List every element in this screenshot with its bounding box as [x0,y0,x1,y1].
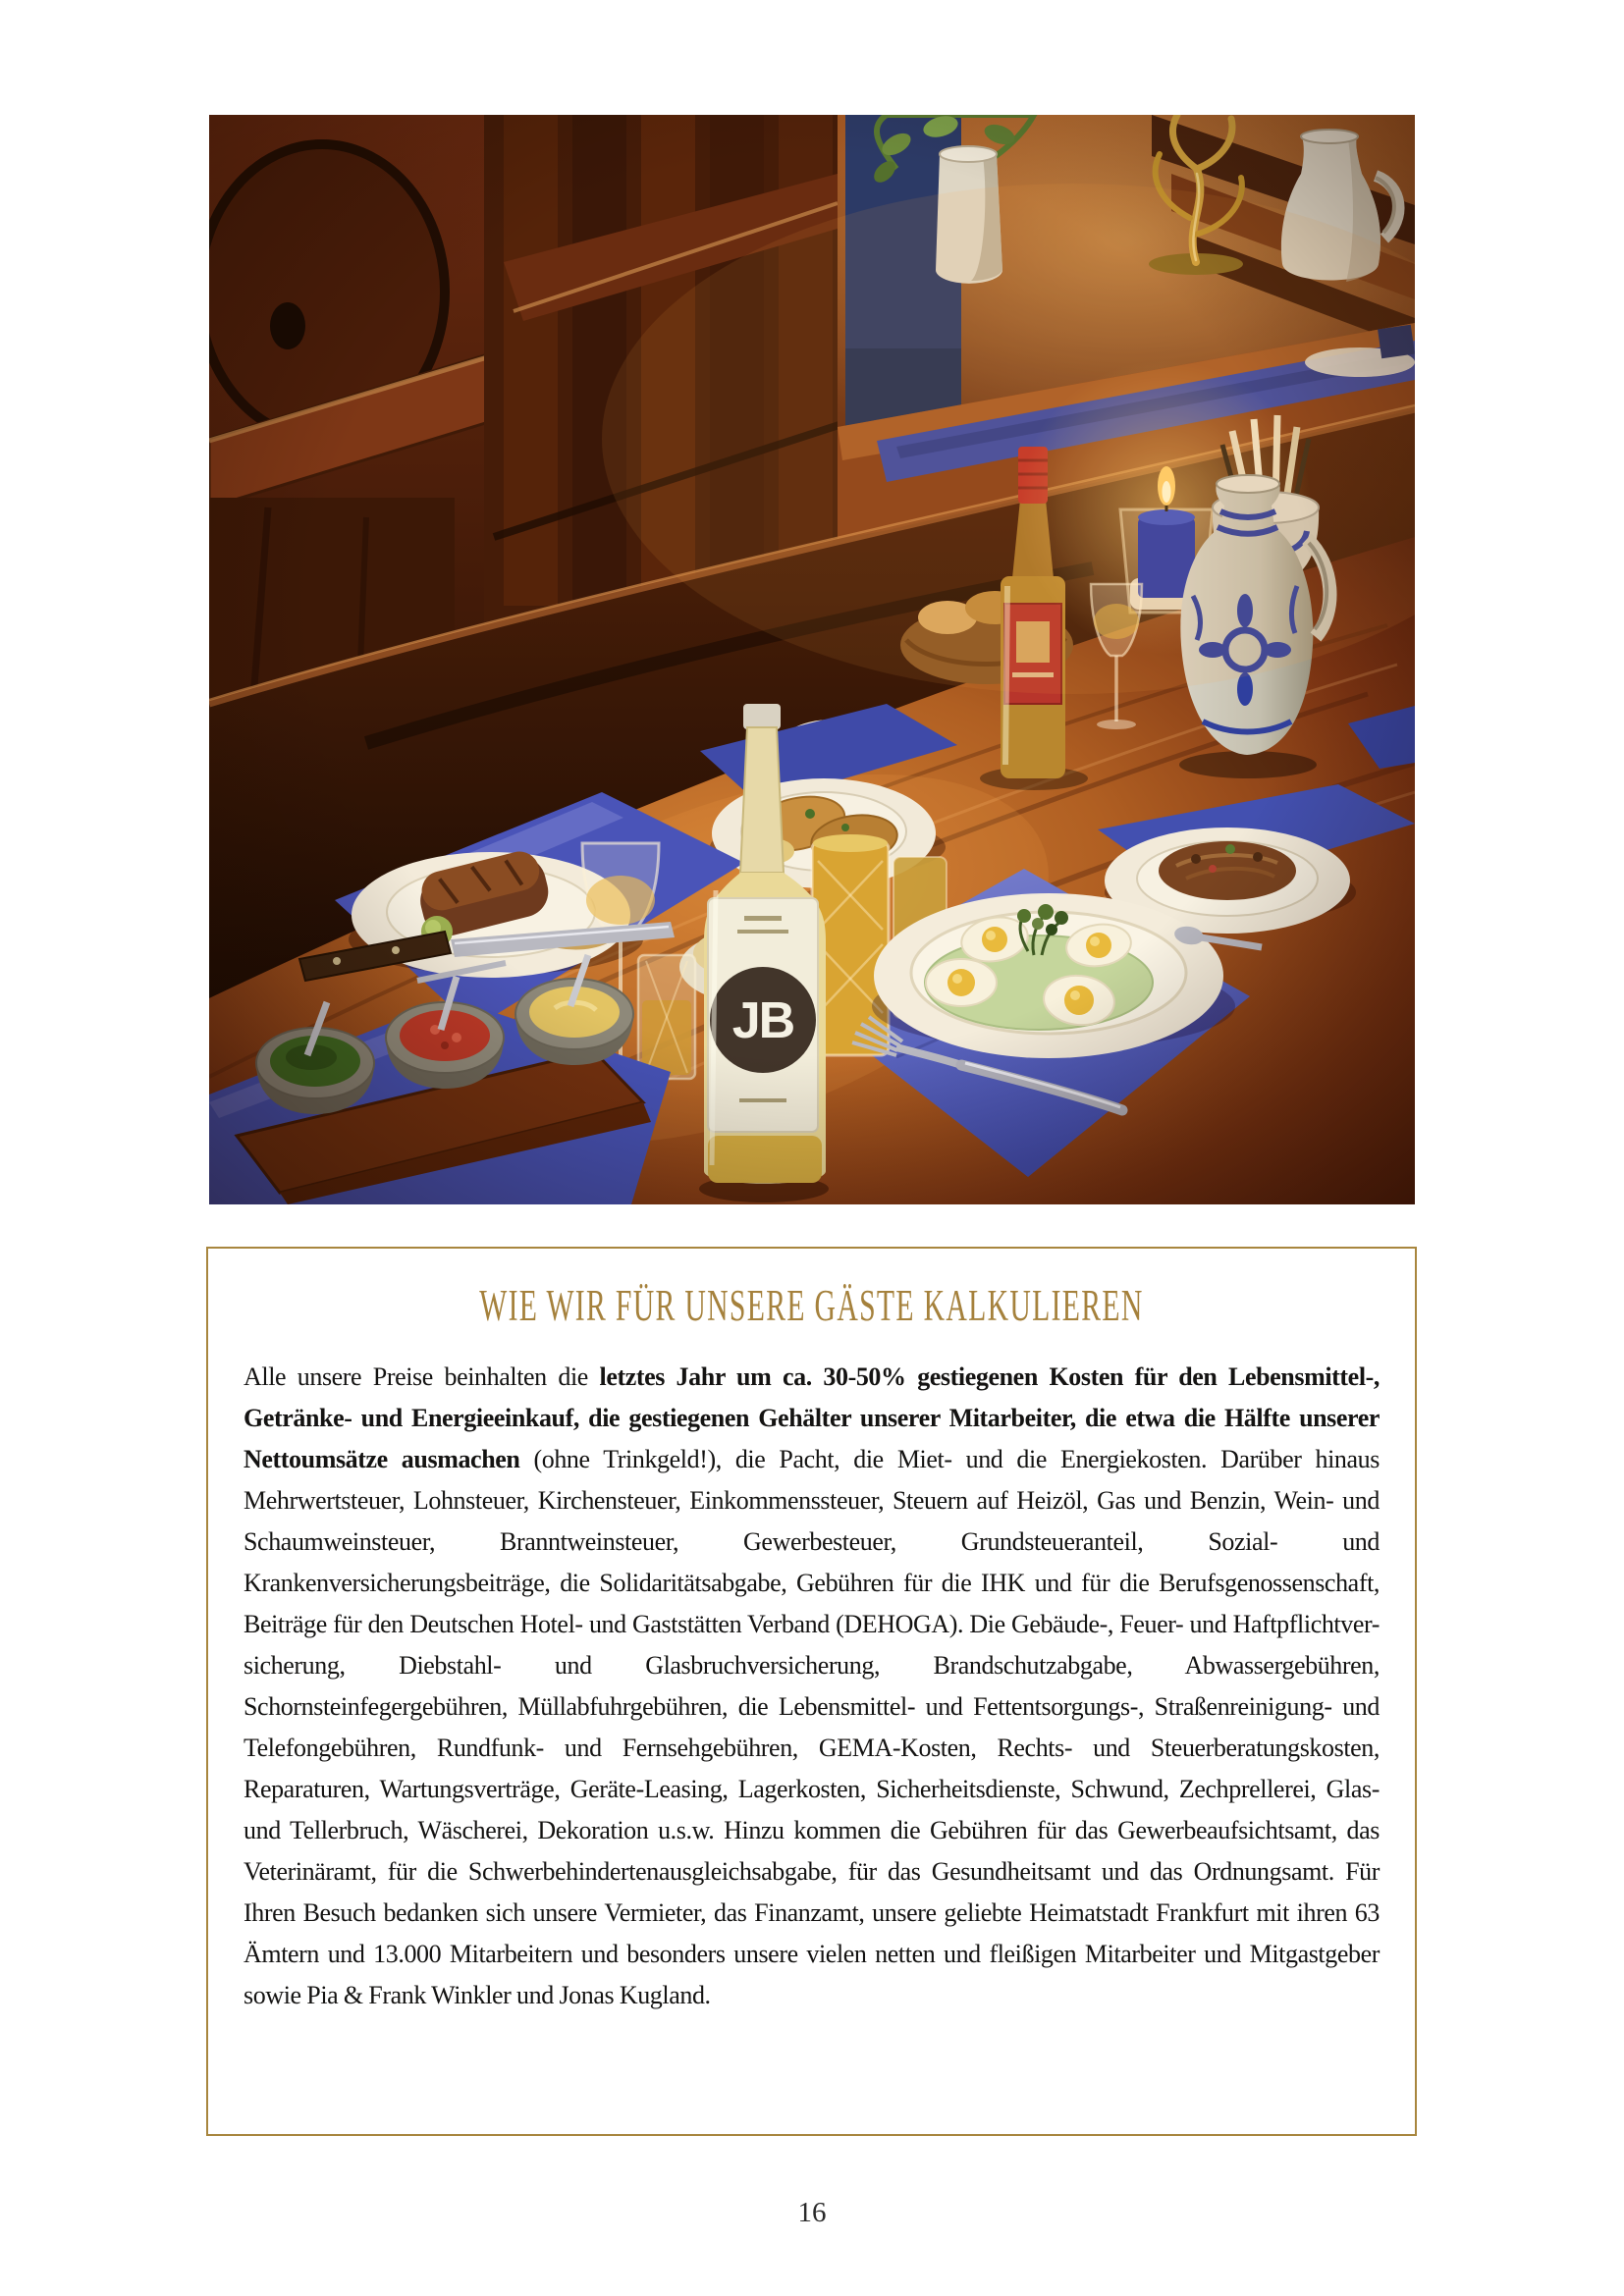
info-box-title [244,1282,1380,1331]
paragraph-rest: (ohne Trinkgeld!), die Pacht, die Miet- und die Energiekosten. Darüber hinaus Mehrwertsteuer, Lohnsteuer, Kirchensteuer, Einkommenssteuer, Steuern auf Heizöl, Gas und Benzin, Wein- und Schaumweinsteuer, Branntweinsteuer, Gewerbesteuer, Grundsteueranteil, Sozial- und Krankenversicherungsbeiträge, die Solidaritätsabgabe, Gebühren für die IHK und für die Berufsgenossenschaft, Beiträge für den Deutschen Hotel- und Gaststätten Verband (DEHOGA). Die Gebäude-, Feuer- und Haftpflichtver- sicherung, Diebstahl- und Glasbruchversicherung, Brandschutzabgabe, Abwassergebühren, Schornsteinfegergebühren, Müllabfuhrgebühren, die Lebensmittel- und Fettentsorgungs-, Straßenreinigung- und Telefongebühren, Rundfunk- und Fernsehgebühren, GEMA-Kosten, Rechts- und Steuerberatungskosten, Reparaturen, Wartungsverträge, Geräte-Leasing, Lagerkosten, Sicherheitsdienste, Schwund, Zechprellerei, Glas- und Tellerbruch, Wäscherei, Dekoration u.s.w. Hinzu kommen die Gebühren für das Gewerbeaufsichtsamt, das Veterinäramt, für die Schwerbehindertenausgleichsabgabe, für das Gesundheitsamt und das Ordnungsamt. Für Ihren Besuch bedanken sich unsere Vermieter, das Finanzamt, unsere geliebte Heimatstadt Frankfurt mit ihren 63 Ämtern und 13.000 Mitarbeitern und besonders unsere vielen netten und fleißigen Mitarbeiter und Mitgastgeber sowie Pia & Frank Winkler und Jonas Kugland. [244,1444,1380,2009]
info-box-paragraph [244,1357,1380,2016]
paragraph-lead: Alle unsere Preise beinhalten die [244,1362,600,1391]
info-box-title-text: WIE WIR FÜR UNSERE GÄSTE KALKULIEREN [479,1281,1144,1330]
page-number: 16 [797,2197,827,2228]
calculation-info-box [206,1247,1417,2136]
photo-vignette [209,115,1415,1204]
paragraph-bold: letztes Jahr um ca. 30-50% gestiegenen Kosten für den Lebensmittel-, Getränke- und Energieeinkauf, die gestiegenen Gehälter unserer Mitarbeiter, die etwa die Hälfte unserer Nettoumsätze ausmachen [244,1362,1380,1473]
photo-canvas [209,115,1415,1204]
restaurant-table-photo [209,115,1415,1204]
